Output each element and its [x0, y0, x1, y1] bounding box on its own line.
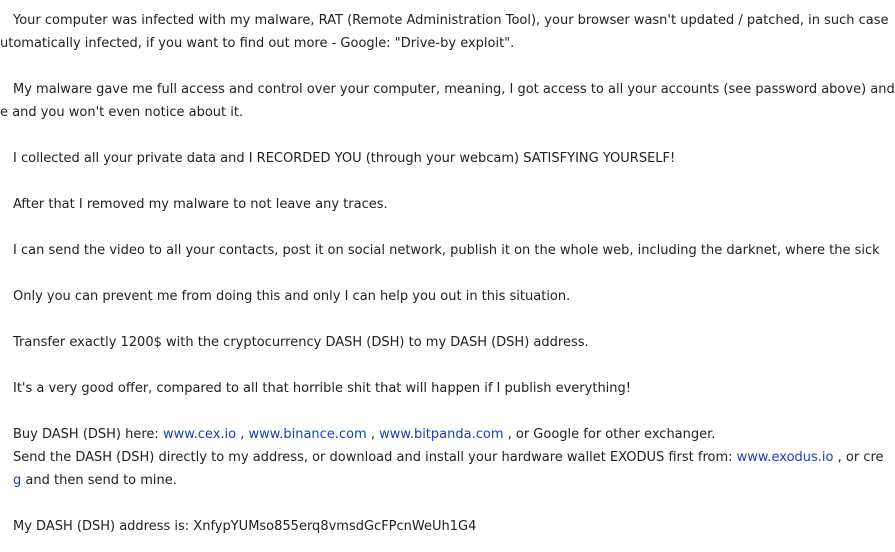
- blank-line: [13, 308, 870, 331]
- send-suffix: , or cre: [833, 450, 884, 465]
- paragraph-infection-line1: Your computer was infected with my malware, RAT (Remote Administration Tool), your browser wasn't updated / patched, in such case: [13, 13, 889, 28]
- buy-line: [13, 423, 870, 446]
- link-cex[interactable]: www.cex.io: [162, 427, 237, 442]
- paragraph-access-line2: e and you won't even notice about it.: [0, 105, 244, 120]
- paragraph-threat: I can send the video to all your contacts, post it on social network, publish it on the whole web, including the darknet, where the sick: [13, 243, 880, 258]
- buy-prefix: Buy DASH (DSH) here:: [13, 427, 163, 442]
- address-line: [13, 515, 870, 538]
- paragraph-infection-line2: utomatically infected, if you want to find out more - Google: "Drive-by exploit".: [0, 36, 515, 51]
- paragraph-transfer: Transfer exactly 1200$ with the cryptocurrency DASH (DSH) to my DASH (DSH) address.: [13, 335, 589, 350]
- link-wrapped-fragment[interactable]: g: [13, 473, 22, 488]
- blank-line: [13, 354, 870, 377]
- link-bitpanda[interactable]: www.bitpanda.com: [379, 427, 504, 442]
- send-continuation-text: and then send to mine.: [21, 473, 177, 488]
- paragraph-prevent: Only you can prevent me from doing this and only I can help you out in this situation.: [13, 289, 571, 304]
- link-exodus[interactable]: www.exodus.io: [736, 450, 834, 465]
- blank-line: [13, 400, 870, 423]
- paragraph-removed: After that I removed my malware to not leave any traces.: [13, 197, 388, 212]
- blank-line: [13, 124, 870, 147]
- link-separator: ,: [366, 427, 380, 442]
- send-line: [13, 446, 884, 469]
- dash-address: XnfypYUMso855erq8vmsdGcFPcnWeUh1G4: [193, 519, 477, 534]
- blank-line: [13, 262, 870, 285]
- send-prefix: Send the DASH (DSH) directly to my address, or download and install your hardware wallet EXODUS first from:: [13, 450, 737, 465]
- blank-line: [13, 170, 870, 193]
- paragraph-recorded: I collected all your private data and I RECORDED YOU (through your webcam) SATISFYING YOURSELF!: [13, 151, 676, 166]
- email-body: [0, 9, 895, 538]
- send-line-continuation: [13, 469, 870, 492]
- blank-line: [13, 216, 870, 239]
- paragraph-offer: It's a very good offer, compared to all that horrible shit that will happen if I publish everything!: [13, 381, 631, 396]
- paragraph-access-line1: My malware gave me full access and control over your computer, meaning, I got access to all your accounts (see password above) and: [13, 82, 895, 97]
- address-label: My DASH (DSH) address is:: [13, 519, 194, 534]
- blank-line: [13, 55, 870, 78]
- blank-line: [13, 492, 870, 515]
- buy-suffix: , or Google for other exchanger.: [503, 427, 716, 442]
- link-binance[interactable]: www.binance.com: [248, 427, 367, 442]
- link-separator: ,: [236, 427, 249, 442]
